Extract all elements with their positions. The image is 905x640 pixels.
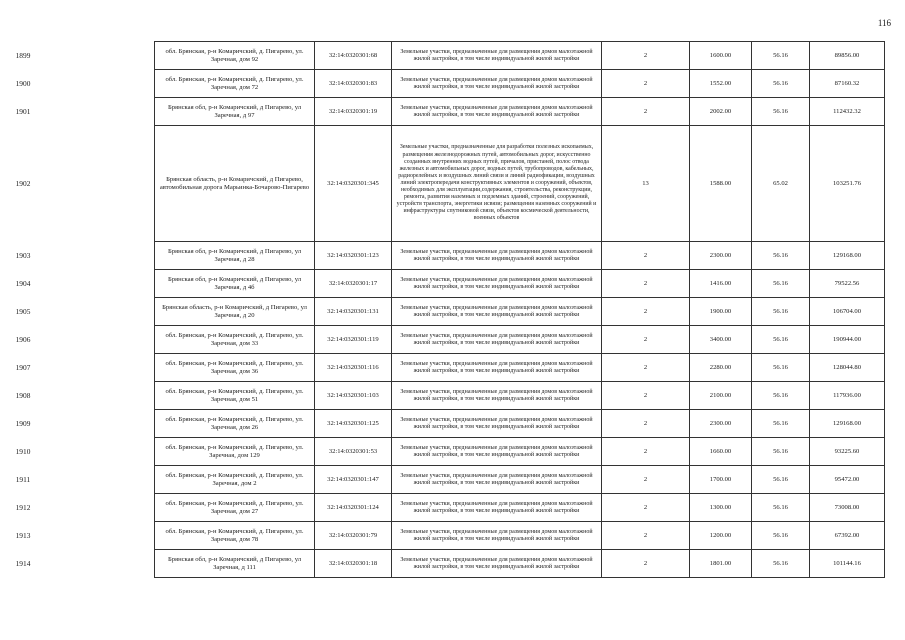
specific-value-cell: 56.16: [752, 550, 810, 578]
table-row: [155, 438, 885, 466]
row-number: 1910: [15, 446, 31, 456]
row-number: 1913: [15, 530, 31, 540]
row-number-column: [10, 41, 36, 577]
table-row: [155, 550, 885, 578]
land-purpose-cell: Земельные участки, предназначенные для размещения домов малоэтажной жилой застройки, в том числе индивидуальной жилой застройки: [392, 42, 602, 70]
area-cell: 1700.00: [690, 466, 752, 494]
table-row: [155, 126, 885, 242]
specific-value-cell: 56.16: [752, 494, 810, 522]
table-row: [155, 242, 885, 270]
land-use-group-cell: 2: [602, 466, 690, 494]
land-use-group-cell: 2: [602, 494, 690, 522]
address-cell: Брянская обл, р-н Комаричский, д Пигарево, ул Заречная, д 111: [155, 550, 315, 578]
cadastral-number-cell: 32:14:0320301:17: [315, 270, 392, 298]
land-use-group-cell: 13: [602, 126, 690, 242]
land-purpose-cell: Земельные участки, предназначенные для размещения домов малоэтажной жилой застройки, в том числе индивидуальной жилой застройки: [392, 466, 602, 494]
table-row: [155, 410, 885, 438]
specific-value-cell: 56.16: [752, 438, 810, 466]
cadastral-number-cell: 32:14:0320301:119: [315, 326, 392, 354]
cadastral-number-cell: 32:14:0320301:116: [315, 354, 392, 382]
land-use-group-cell: 2: [602, 410, 690, 438]
table-row: [155, 70, 885, 98]
specific-value-cell: 56.16: [752, 270, 810, 298]
specific-value-cell: 56.16: [752, 522, 810, 550]
land-purpose-cell: Земельные участки, предназначенные для размещения домов малоэтажной жилой застройки, в том числе индивидуальной жилой застройки: [392, 354, 602, 382]
cadastral-number-cell: 32:14:0320301:79: [315, 522, 392, 550]
address-cell: обл. Брянская, р-н Комаричский, д. Пигарево, ул. Заречная, дом 72: [155, 70, 315, 98]
address-cell: Брянская обл, р-н Комаричский, д Пигарево, ул Заречная, д 4б: [155, 270, 315, 298]
cadastral-number-cell: 32:14:0320301:345: [315, 126, 392, 242]
land-purpose-cell: Земельные участки, предназначенные для размещения домов малоэтажной жилой застройки, в том числе индивидуальной жилой застройки: [392, 326, 602, 354]
specific-value-cell: 56.16: [752, 382, 810, 410]
area-cell: 2280.00: [690, 354, 752, 382]
area-cell: 1900.00: [690, 298, 752, 326]
area-cell: 3400.00: [690, 326, 752, 354]
cadastral-value-cell: 73008.00: [810, 494, 885, 522]
land-purpose-cell: Земельные участки, предназначенные для размещения домов малоэтажной жилой застройки, в том числе индивидуальной жилой застройки: [392, 494, 602, 522]
area-cell: 2300.00: [690, 410, 752, 438]
area-cell: 1300.00: [690, 494, 752, 522]
cadastral-value-cell: 117936.00: [810, 382, 885, 410]
row-number: 1909: [15, 418, 31, 428]
land-purpose-cell: Земельные участки, предназначенные для размещения домов малоэтажной жилой застройки, в том числе индивидуальной жилой застройки: [392, 270, 602, 298]
area-cell: 1200.00: [690, 522, 752, 550]
cadastral-number-cell: 32:14:0320301:19: [315, 98, 392, 126]
row-number: 1901: [15, 106, 31, 116]
land-purpose-cell: Земельные участки, предназначенные для размещения домов малоэтажной жилой застройки, в том числе индивидуальной жилой застройки: [392, 70, 602, 98]
table-row: [155, 326, 885, 354]
cadastral-number-cell: 32:14:0320301:124: [315, 494, 392, 522]
address-cell: Брянская обл, р-н Комаричский, д Пигарево, ул Заречная, д 97: [155, 98, 315, 126]
table-row: [155, 270, 885, 298]
specific-value-cell: 56.16: [752, 298, 810, 326]
area-cell: 1552.00: [690, 70, 752, 98]
row-number: 1908: [15, 390, 31, 400]
address-cell: обл. Брянская, р-н Комаричский, д. Пигарево, ул. Заречная, дом 36: [155, 354, 315, 382]
cadastral-number-cell: 32:14:0320301:68: [315, 42, 392, 70]
land-use-group-cell: 2: [602, 70, 690, 98]
cadastral-value-cell: 190944.00: [810, 326, 885, 354]
land-purpose-cell: Земельные участки, предназначенные для размещения домов малоэтажной жилой застройки, в том числе индивидуальной жилой застройки: [392, 410, 602, 438]
cadastral-number-cell: 32:14:0320301:147: [315, 466, 392, 494]
land-purpose-cell: Земельные участки, предназначенные для размещения домов малоэтажной жилой застройки, в том числе индивидуальной жилой застройки: [392, 522, 602, 550]
area-cell: 2300.00: [690, 242, 752, 270]
land-use-group-cell: 2: [602, 42, 690, 70]
land-use-group-cell: 2: [602, 522, 690, 550]
land-use-group-cell: 2: [602, 326, 690, 354]
address-cell: Брянская область, р-н Комаричский, д Пигарево, ул Заречная, д 20: [155, 298, 315, 326]
land-purpose-cell: Земельные участки, предназначенные для размещения домов малоэтажной жилой застройки, в том числе индивидуальной жилой застройки: [392, 550, 602, 578]
land-use-group-cell: 2: [602, 298, 690, 326]
area-cell: 1600.00: [690, 42, 752, 70]
cadastral-value-cell: 79522.56: [810, 270, 885, 298]
specific-value-cell: 56.16: [752, 42, 810, 70]
cadastral-number-cell: 32:14:0320301:125: [315, 410, 392, 438]
land-purpose-cell: Земельные участки, предназначенные для размещения домов малоэтажной жилой застройки, в том числе индивидуальной жилой застройки: [392, 438, 602, 466]
specific-value-cell: 65.02: [752, 126, 810, 242]
row-number: 1906: [15, 334, 31, 344]
cadastral-value-cell: 93225.60: [810, 438, 885, 466]
land-purpose-cell: Земельные участки, предназначенные для размещения домов малоэтажной жилой застройки, в том числе индивидуальной жилой застройки: [392, 242, 602, 270]
cadastral-value-cell: 129168.00: [810, 242, 885, 270]
cadastral-value-cell: 101144.16: [810, 550, 885, 578]
land-use-group-cell: 2: [602, 270, 690, 298]
address-cell: Брянская область, р-н Комаричский, д Пигарево, автомобильная дорога Марьинка-Бочарово-Пигарево: [155, 126, 315, 242]
land-use-group-cell: 2: [602, 242, 690, 270]
land-purpose-cell: Земельные участки, предназначенные для размещения домов малоэтажной жилой застройки, в том числе индивидуальной жилой застройки: [392, 382, 602, 410]
cadastral-number-cell: 32:14:0320301:53: [315, 438, 392, 466]
page-number: 116: [877, 18, 891, 28]
table-row: [155, 466, 885, 494]
specific-value-cell: 56.16: [752, 326, 810, 354]
table-row: [155, 354, 885, 382]
area-cell: 2100.00: [690, 382, 752, 410]
cadastral-value-cell: 129168.00: [810, 410, 885, 438]
table-row: [155, 298, 885, 326]
specific-value-cell: 56.16: [752, 410, 810, 438]
area-cell: 1801.00: [690, 550, 752, 578]
cadastral-value-cell: 67392.00: [810, 522, 885, 550]
area-cell: 2002.00: [690, 98, 752, 126]
area-cell: 1416.00: [690, 270, 752, 298]
table-row: [155, 42, 885, 70]
specific-value-cell: 56.16: [752, 70, 810, 98]
area-cell: 1660.00: [690, 438, 752, 466]
row-number: 1905: [15, 306, 31, 316]
cadastral-number-cell: 32:14:0320301:18: [315, 550, 392, 578]
specific-value-cell: 56.16: [752, 98, 810, 126]
address-cell: обл. Брянская, р-н Комаричский, д. Пигарево, ул. Заречная, дом 92: [155, 42, 315, 70]
specific-value-cell: 56.16: [752, 466, 810, 494]
row-number: 1899: [15, 50, 31, 60]
cadastral-value-cell: 95472.00: [810, 466, 885, 494]
cadastral-value-cell: 128044.80: [810, 354, 885, 382]
land-use-group-cell: 2: [602, 382, 690, 410]
row-number: 1904: [15, 278, 31, 288]
row-number: 1903: [15, 250, 31, 260]
table-row: [155, 98, 885, 126]
land-use-group-cell: 2: [602, 354, 690, 382]
cadastral-value-cell: 112432.32: [810, 98, 885, 126]
address-cell: обл. Брянская, р-н Комаричский, д. Пигарево, ул. Заречная, дом 27: [155, 494, 315, 522]
land-use-group-cell: 2: [602, 550, 690, 578]
row-number: 1914: [15, 558, 31, 568]
cadastral-value-cell: 103251.76: [810, 126, 885, 242]
address-cell: обл. Брянская, р-н Комаричский, д. Пигарево, ул. Заречная, дом 51: [155, 382, 315, 410]
address-cell: Брянская обл, р-н Комаричский, д Пигарево, ул Заречная, д 28: [155, 242, 315, 270]
table-row: [155, 494, 885, 522]
row-number: 1912: [15, 502, 31, 512]
address-cell: обл. Брянская, р-н Комаричский, д. Пигарево, ул. Заречная, дом 2: [155, 466, 315, 494]
row-number: 1902: [15, 178, 31, 188]
land-purpose-cell: Земельные участки, предназначенные для размещения домов малоэтажной жилой застройки, в том числе индивидуальной жилой застройки: [392, 98, 602, 126]
row-number: 1907: [15, 362, 31, 372]
land-purpose-cell: Земельные участки, предназначенные для размещения домов малоэтажной жилой застройки, в том числе индивидуальной жилой застройки: [392, 298, 602, 326]
table-row: [155, 522, 885, 550]
row-number: 1900: [15, 78, 31, 88]
cadastral-number-cell: 32:14:0320301:123: [315, 242, 392, 270]
land-use-group-cell: 2: [602, 98, 690, 126]
area-cell: 1588.00: [690, 126, 752, 242]
row-number: 1911: [15, 474, 31, 484]
table-row: [155, 382, 885, 410]
address-cell: обл. Брянская, р-н Комаричский, д. Пигарево, ул. Заречная, дом 129: [155, 438, 315, 466]
address-cell: обл. Брянская, р-н Комаричский, д. Пигарево, ул. Заречная, дом 26: [155, 410, 315, 438]
address-cell: обл. Брянская, р-н Комаричский, д. Пигарево, ул. Заречная, дом 33: [155, 326, 315, 354]
land-use-group-cell: 2: [602, 438, 690, 466]
cadastral-number-cell: 32:14:0320301:83: [315, 70, 392, 98]
cadastral-number-cell: 32:14:0320301:131: [315, 298, 392, 326]
specific-value-cell: 56.16: [752, 242, 810, 270]
specific-value-cell: 56.16: [752, 354, 810, 382]
address-cell: обл. Брянская, р-н Комаричский, д. Пигарево, ул. Заречная, дом 78: [155, 522, 315, 550]
cadastral-value-table: [154, 41, 885, 578]
cadastral-value-cell: 106704.00: [810, 298, 885, 326]
cadastral-number-cell: 32:14:0320301:103: [315, 382, 392, 410]
land-purpose-cell: Земельные участки, предназначенные для разработки полезных ископаемых, размещения железнодорожных путей, автомобильных дорог, искусственно созданных внутренних водных путей, причалов, пристаней, полос отвода железных и автомобильных дорог, водных путей, трубопроводов, кабельных, радиорелейных и воздушных линий связи и линий радиофикации, воздушных линий электропередачи конструктивных элементов и сооружений, объектов, необходимых для эксплуатации,содержания, строительства, реконструкции, ремонта, развития наземных и подземных зданий, строений, сооружений, устройств транспорта, энергетики исвязи; размещения наземных сооружений и инфраструктуры спутниковой связи, объектов космической деятельности, военных объектов: [392, 126, 602, 242]
cadastral-value-cell: 89856.00: [810, 42, 885, 70]
cadastral-value-cell: 87160.32: [810, 70, 885, 98]
